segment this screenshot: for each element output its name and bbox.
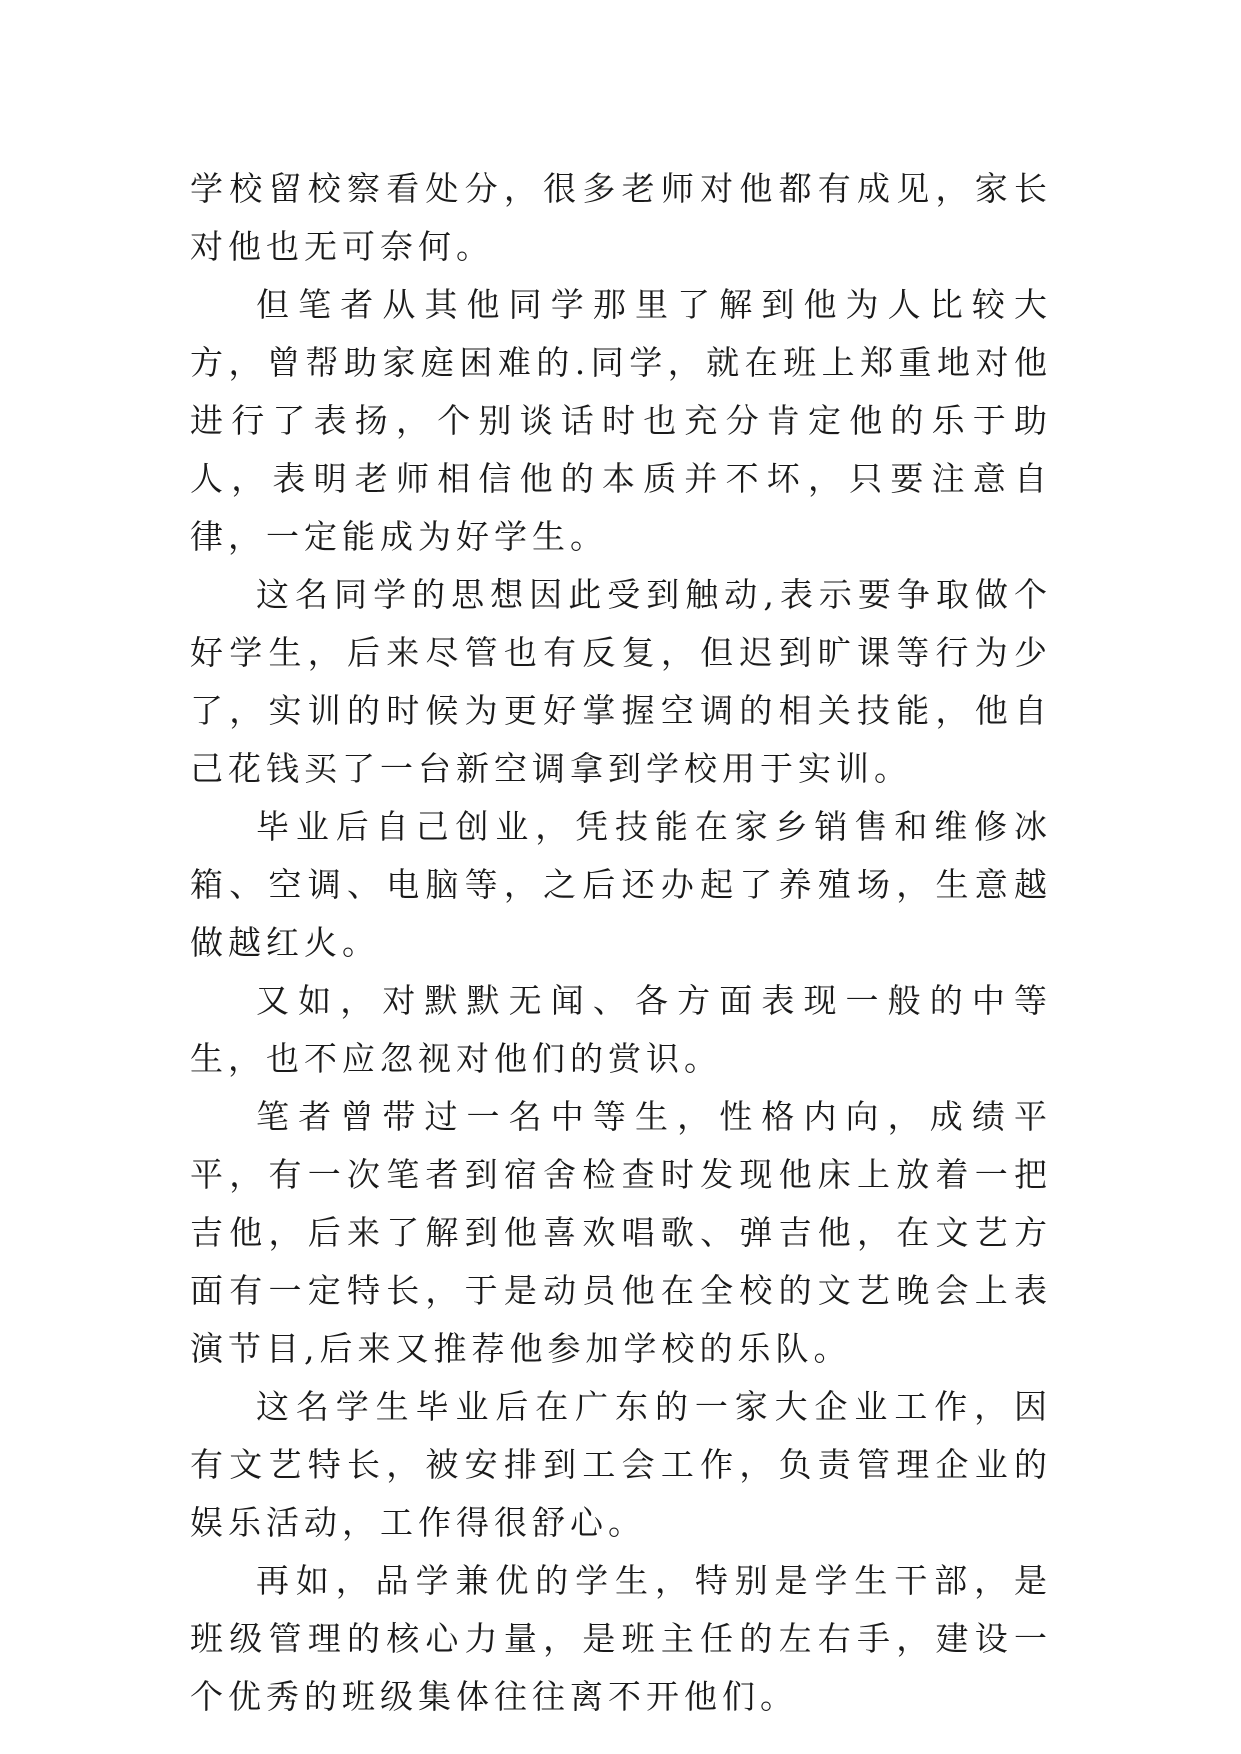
body-text [190,160,1052,1726]
paragraph-5: 又如，对默默无闻、各方面表现一般的中等生，也不应忽视对他们的赏识。 [190,981,1052,1078]
paragraph-4: 毕业后自己创业，凭技能在家乡销售和维修冰箱、空调、电脑等，之后还办起了养殖场，生意越做越红火。 [190,807,1052,962]
paragraph-1: 学校留校察看处分，很多老师对他都有成见，家长对他也无可奈何。 [190,169,1052,266]
paragraph-8: 再如，品学兼优的学生，特别是学生干部，是班级管理的核心力量，是班主任的左右手，建设一个优秀的班级集体往往离不开他们。 [190,1561,1052,1716]
paragraph-6: 笔者曾带过一名中等生，性格内向，成绩平平，有一次笔者到宿舍检查时发现他床上放着一把吉他，后来了解到他喜欢唱歌、弹吉他，在文艺方面有一定特长，于是动员他在全校的文艺晚会上表演节目,后来又推荐他参加学校的乐队。 [190,1097,1052,1368]
paragraph-2: 但笔者从其他同学那里了解到他为人比较大方，曾帮助家庭困难的.同学，就在班上郑重地对他进行了表扬，个别谈话时也充分肯定他的乐于助人，表明老师相信他的本质并不坏，只要注意自律，一定能成为好学生。 [190,285,1052,556]
paragraph-7: 这名学生毕业后在广东的一家大企业工作，因有文艺特长，被安排到工会工作，负责管理企业的娱乐活动，工作得很舒心。 [190,1387,1052,1542]
paragraph-3: 这名同学的思想因此受到触动,表示要争取做个好学生，后来尽管也有反复，但迟到旷课等行为少了，实训的时候为更好掌握空调的相关技能，他自己花钱买了一台新空调拿到学校用于实训。 [190,575,1052,788]
